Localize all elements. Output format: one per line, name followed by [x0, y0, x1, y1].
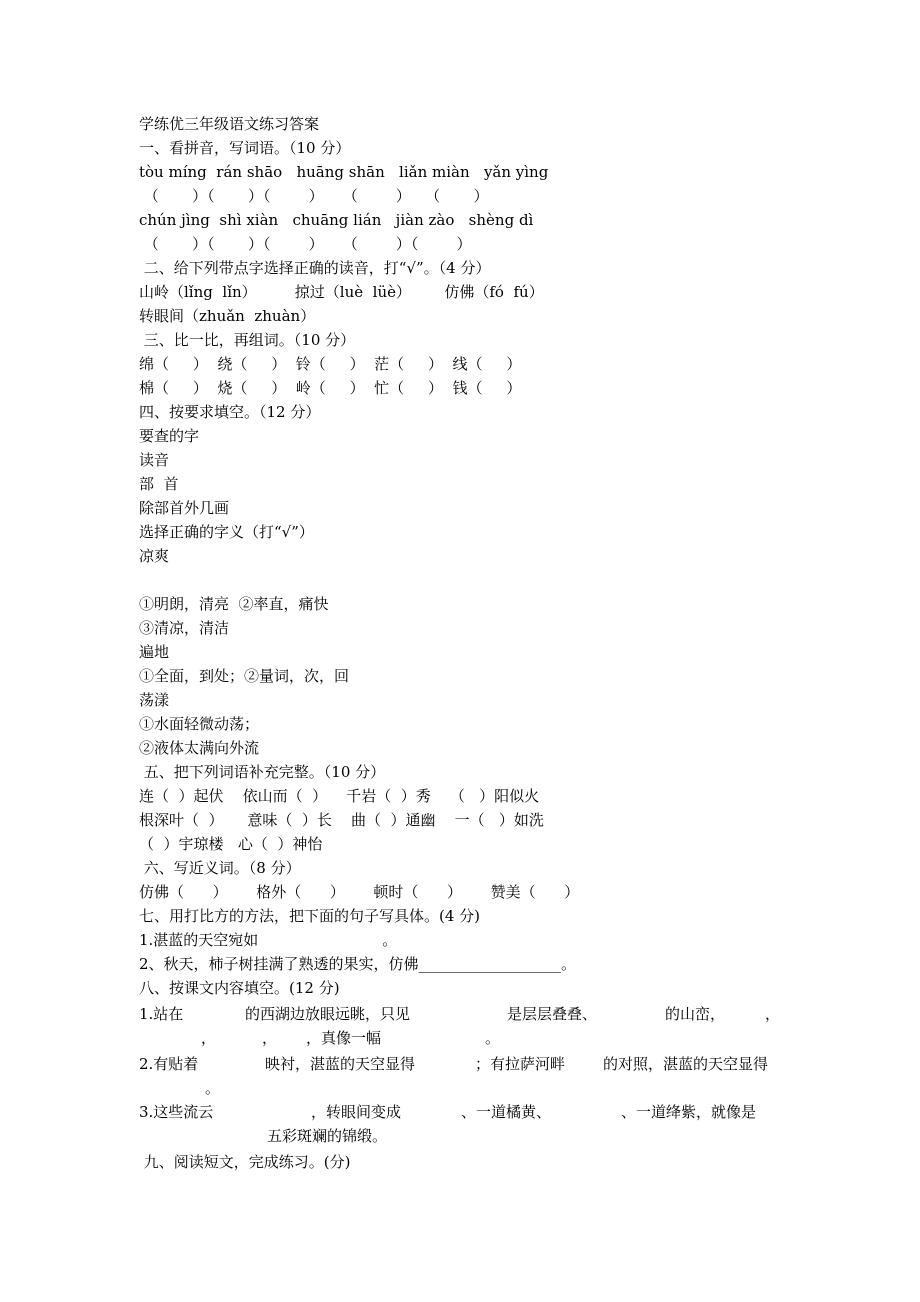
text-segment: 的山峦，: [665, 1005, 726, 1023]
fill-line: ②液体太满向外流: [139, 739, 260, 757]
section-8-heading: 八、按课文内容填空。(12 分): [139, 979, 340, 997]
compare-row-2: 棉（ ） 烧（ ） 岭（ ） 忙（ ） 钱（ ）: [139, 379, 522, 397]
text-segment: ，: [201, 1029, 217, 1047]
fill-line: 读音: [139, 451, 170, 469]
idiom-row-3: （ ）宇琼楼 心（ ）神怡: [139, 835, 323, 853]
idiom-row-1: 连（ ）起伏 依山而（ ） 千岩（ ）秀 （ ）阳似火: [139, 787, 540, 805]
fill-line: 遍地: [139, 643, 170, 661]
text-segment: 1.站在: [139, 1005, 184, 1023]
fill-line: 部 首: [139, 475, 179, 493]
fill-line: ①明朗，清亮 ②率直，痛快: [139, 595, 329, 613]
section-1-heading: 一、看拼音，写词语。（10 分）: [139, 139, 351, 157]
section-5-heading: 五、把下列词语补充完整。（10 分）: [139, 763, 386, 781]
text-segment: 3.这些流云: [139, 1103, 214, 1121]
pinyin-row-1: tòu míng rán shāo huāng shān liǎn miàn yǎn yìng: [139, 163, 549, 181]
fill-line: 凉爽: [139, 547, 170, 565]
document-title: 学练优三年级语文练习答案: [139, 115, 320, 133]
text-segment: 。: [485, 1029, 501, 1047]
section-6-heading: 六、写近义词。（8 分）: [139, 859, 301, 877]
text-segment: ，转眼间变成: [311, 1103, 402, 1121]
text-segment: ，真像一幅: [306, 1029, 382, 1047]
text-fill-q2-line-1: [139, 1054, 781, 1074]
blank-row-1: （ ）（ ）（ ） （ ） （ ）: [139, 187, 489, 205]
synonym-row: 仿佛（ ） 格外（ ） 顿时（ ） 赞美（ ）: [139, 883, 580, 901]
metaphor-q1: 1.湛蓝的天空宛如 。: [139, 931, 398, 949]
text-segment: ，: [765, 1005, 781, 1023]
text-segment: ；有拉萨河畔: [475, 1055, 566, 1073]
section-4-heading: 四、按要求填空。（12 分）: [139, 403, 321, 421]
text-fill-q1-line-1: [139, 1004, 779, 1024]
fill-line: 荡漾: [139, 691, 170, 709]
pronunciation-line-1: 山岭（lǐng lǐn） 掠过（luè lüè） 仿佛（fó fú）: [139, 283, 544, 301]
section-7-heading: 七、用打比方的方法，把下面的句子写具体。(4 分): [139, 907, 481, 925]
idiom-row-2: 根深叶（ ） 意味（ ）长 曲（ ）通幽 一（ ）如洗: [139, 811, 544, 829]
text-segment: ，: [262, 1029, 278, 1047]
section-9-heading: 九、阅读短文，完成练习。(分): [139, 1153, 351, 1171]
text-segment: 、一道绛紫，就像是: [621, 1103, 757, 1121]
text-segment: 的西湖边放眼远眺，只见: [245, 1005, 411, 1023]
text-fill-q1-line-2: [139, 1028, 499, 1048]
text-fill-q3-line-1: [139, 1102, 781, 1122]
text-segment: 的对照，湛蓝的天空显得: [603, 1055, 769, 1073]
pronunciation-line-2: 转眼间（zhuǎn zhuàn）: [139, 307, 316, 325]
compare-row-1: 绵（ ） 绕（ ） 铃（ ） 茫（ ） 线（ ）: [139, 355, 522, 373]
fill-line: 选择正确的字义（打“√”）: [139, 523, 314, 541]
fill-line: 除部首外几画: [139, 499, 230, 517]
blank-row-2: （ ）（ ）（ ） （ ）（ ）: [139, 235, 472, 253]
pinyin-row-2: chún jìng shì xiàn chuāng lián jiàn zào shèng dì: [139, 211, 534, 229]
fill-line: ①全面，到处；②量词，次，回: [139, 667, 350, 685]
section-3-heading: 三、比一比，再组词。（10 分）: [139, 331, 356, 349]
metaphor-q2: 2、秋天，柿子树挂满了熟透的果实，仿佛___________________。: [139, 955, 577, 973]
text-fill-q3-line-2: 五彩斑斓的锦缎。: [267, 1127, 388, 1145]
text-fill-q2-line-2: 。: [205, 1079, 221, 1097]
text-segment: 2.有贴着: [139, 1055, 199, 1073]
text-segment: 是层层叠叠、: [507, 1005, 598, 1023]
text-segment: 映衬，湛蓝的天空显得: [265, 1055, 416, 1073]
section-2-heading: 二、给下列带点字选择正确的读音，打“√”。（4 分）: [139, 259, 491, 277]
fill-line: 要查的字: [139, 427, 200, 445]
text-segment: 、一道橘黄、: [461, 1103, 552, 1121]
fill-line: ③清凉，清洁: [139, 619, 230, 637]
fill-line: ①水面轻微动荡；: [139, 715, 260, 733]
